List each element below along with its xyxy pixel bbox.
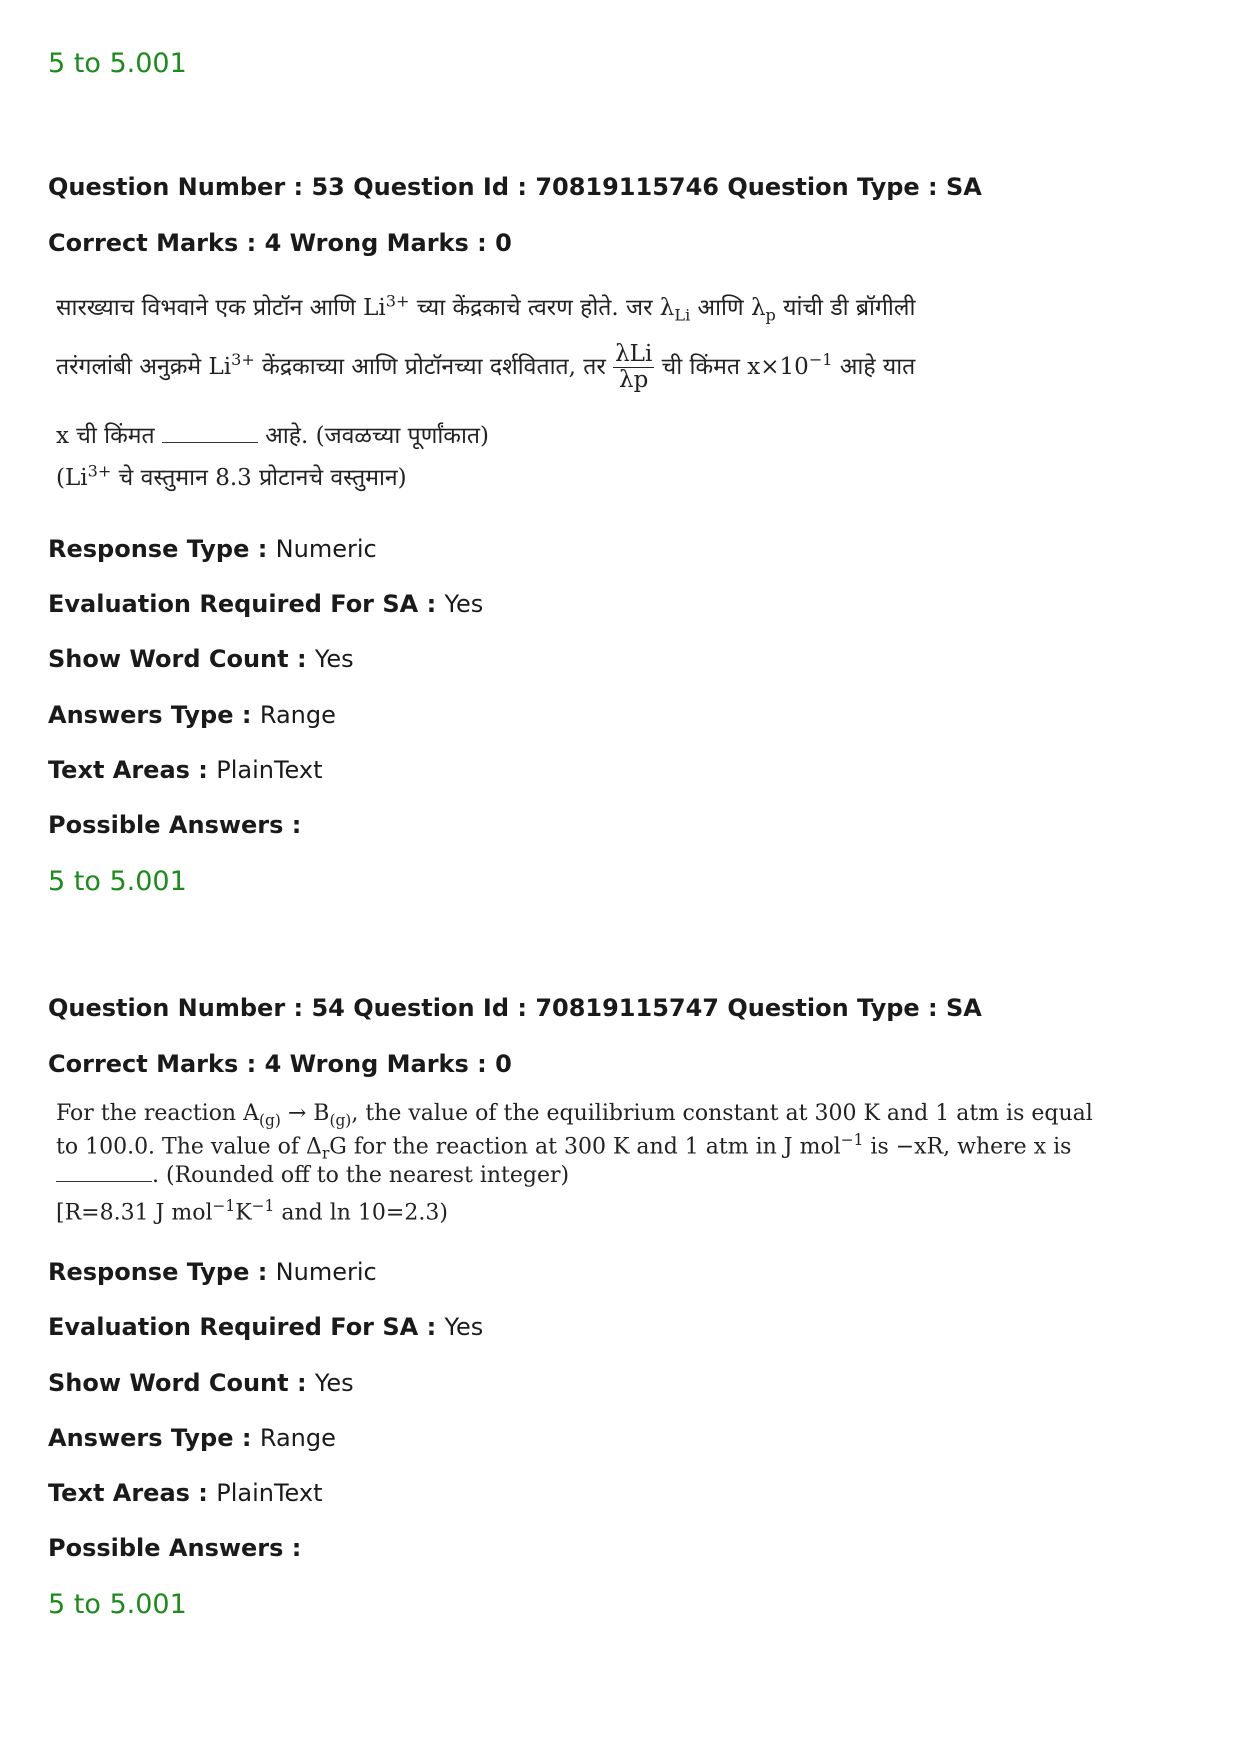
question-54-block bbox=[48, 993, 1198, 1733]
question-line-1: For the reaction $A_{(g)} \to B_{(g)}$, the value of the equilibrium constant at 300 K and 1 atm is equal bbox=[56, 1101, 1093, 1130]
question-line-3: . (Rounded off to the nearest integer) bbox=[56, 1163, 569, 1188]
evaluation-required-row: Evaluation Required For SA : Yes bbox=[48, 590, 484, 618]
question-marks: Correct Marks : 4 Wrong Marks : 0 bbox=[48, 1050, 512, 1078]
answer-blank bbox=[162, 426, 258, 443]
response-type-row: Response Type : Numeric bbox=[48, 535, 377, 563]
text-areas-row: Text Areas : PlainText bbox=[48, 756, 323, 784]
evaluation-required-row: Evaluation Required For SA : Yes bbox=[48, 1313, 484, 1341]
possible-answers-label: Possible Answers : bbox=[48, 1534, 302, 1562]
lambda-ratio-fraction: $\frac{\text{λLi}}{\lambda p}$ bbox=[615, 341, 653, 394]
text-areas-row: Text Areas : PlainText bbox=[48, 1479, 323, 1507]
previous-possible-answer: 5 to 5.001 bbox=[48, 48, 187, 79]
question-header: Question Number : 54 Question Id : 70819115747 Question Type : SA bbox=[48, 994, 982, 1022]
show-word-count-row: Show Word Count : Yes bbox=[48, 645, 354, 673]
question-53-block bbox=[48, 172, 1198, 912]
question-line-1: सारख्याच विभवाने एक प्रोटॉन आणि $Li^{3+}$ च्या केंद्रकाचे त्वरण होते. जर $\lambda_{Li}$ आणि $\lambda_p$ यांची डी ब्रॉगीली bbox=[56, 291, 916, 325]
possible-answers-label: Possible Answers : bbox=[48, 811, 302, 839]
answer-blank bbox=[56, 1165, 152, 1182]
possible-answer-value: 5 to 5.001 bbox=[48, 1589, 187, 1620]
answers-type-row: Answers Type : Range bbox=[48, 1424, 336, 1452]
question-line-4: ($Li^{3+}$ चे वस्तुमान 8.3 प्रोटानचे वस्तुमान) bbox=[56, 461, 407, 491]
question-line-2: तरंगलांबी अनुक्रमे $Li^{3+}$ केंद्रकाच्या आणि प्रोटॉनच्या दर्शवितात, तर $\frac{\text{λLi}}{\lambda p}$ ची किंमत $x\times 10^{-1}$ आहे यात bbox=[56, 341, 916, 394]
show-word-count-row: Show Word Count : Yes bbox=[48, 1369, 354, 1397]
response-type-row: Response Type : Numeric bbox=[48, 1258, 377, 1286]
question-text-english bbox=[56, 1101, 1093, 1241]
question-line-2: to 100.0. The value of $\Delta_rG$ for the reaction at 300 K and 1 atm in J mol$^{-1}$ is −xR, where x is bbox=[56, 1131, 1072, 1163]
question-text-marathi bbox=[56, 290, 956, 490]
question-line-3: x ची किंमत आहे. (जवळच्या पूर्णांकात) bbox=[56, 423, 489, 449]
possible-answer-value: 5 to 5.001 bbox=[48, 866, 187, 897]
question-line-4: [R=8.31 J $mol^{-1}K^{-1}$ and ln 10=2.3) bbox=[56, 1197, 448, 1226]
question-header: Question Number : 53 Question Id : 70819115746 Question Type : SA bbox=[48, 173, 982, 201]
question-marks: Correct Marks : 4 Wrong Marks : 0 bbox=[48, 229, 512, 257]
answers-type-row: Answers Type : Range bbox=[48, 701, 336, 729]
